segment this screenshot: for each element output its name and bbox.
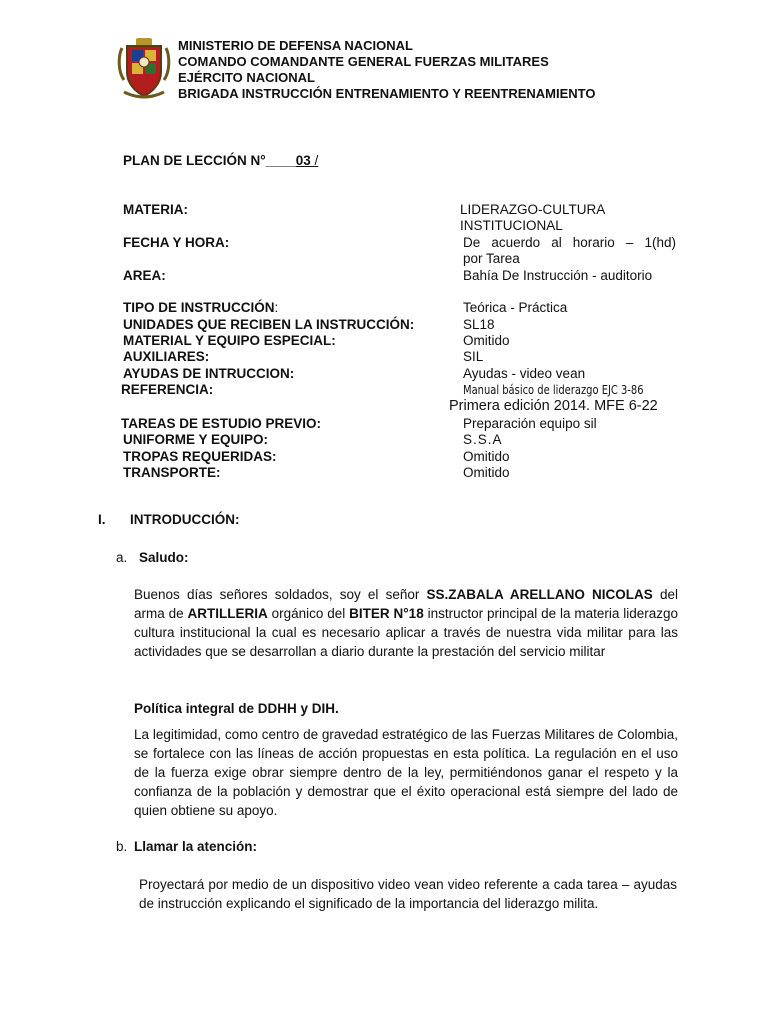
uniforme-value: S.S.A [463, 432, 503, 447]
header-ministerio: MINISTERIO DE DEFENSA NACIONAL [178, 38, 413, 53]
politica-paragraph: La legitimidad, como centro de gravedad estratégico de las Fuerzas Militares de Colombia, se fortalece con las líneas de acción propuestas en esta política. La regulación en el uso de la fuerza exige obrar siempre dentro de la ley, permitiéndonos ganar el respeto y la confianza de la población y demostrar que el éxito operacional está siempre del lado de quien obtiene su apoyo. [134, 727, 678, 818]
auxiliares-label: AUXILIARES: [123, 349, 210, 364]
material-label: MATERIAL Y EQUIPO ESPECIAL: [123, 333, 336, 348]
area-label: AREA: [123, 268, 166, 283]
unidades-label: UNIDADES QUE RECIBEN LA INSTRUCCIÓN: [123, 317, 415, 332]
plan-suffix: / [314, 153, 319, 168]
unidades-value: SL18 [463, 317, 495, 332]
saludo-paragraph [134, 585, 678, 661]
referencia-value-line1: Manual básico de liderazgo EJC 3-86 [463, 383, 644, 397]
fecha-label: FECHA Y HORA: [123, 235, 230, 250]
tipo-label-wrap [123, 300, 278, 315]
unidad-name: BITER N°18 [349, 606, 424, 621]
material-value: Omitido [463, 333, 510, 348]
header-ejercito: EJÉRCITO NACIONAL [178, 70, 315, 85]
instructor-name: SS.ZABALA ARELLANO NICOLAS [426, 587, 653, 602]
area-value: Bahía De Instrucción - auditorio [463, 268, 653, 283]
saludo-text-3: orgánico del [267, 606, 350, 621]
tipo-value: Teórica - Práctica [463, 300, 568, 315]
saludo-text-1: Buenos días señores soldados, soy el señor [134, 587, 427, 602]
auxiliares-value: SIL [463, 349, 484, 364]
materia-label: MATERIA: [123, 202, 188, 217]
materia-value-line1: LIDERAZGO-CULTURA [460, 202, 606, 217]
tropas-label: TROPAS REQUERIDAS: [123, 449, 277, 464]
ayudas-label: AYUDAS DE INTRUCCION: [123, 366, 295, 381]
ayudas-value: Ayudas - video vean [463, 366, 586, 381]
plan-blank: ____ [265, 153, 296, 168]
saludo-title: Saludo: [139, 550, 189, 565]
referencia-value-line2: Primera edición 2014. MFE 6-22 [449, 398, 658, 414]
politica-title: Política integral de DDHH y DIH. [134, 701, 339, 716]
coat-of-arms-logo [116, 36, 172, 102]
fecha-value-line2: por Tarea [463, 251, 520, 266]
referencia-label: REFERENCIA: [121, 382, 214, 397]
saludo-text-2: del arma de [134, 587, 678, 621]
plan-de-leccion [123, 153, 318, 168]
transporte-label: TRANSPORTE: [123, 465, 221, 480]
tropas-value: Omitido [463, 449, 510, 464]
arma-name: ARTILLERIA [187, 606, 268, 621]
tareas-label: TAREAS DE ESTUDIO PREVIO: [121, 416, 322, 431]
saludo-marker: a. [116, 550, 128, 565]
atencion-title: Llamar la atención: [134, 839, 258, 854]
materia-value-line2: INSTITUCIONAL [460, 218, 563, 233]
header-brigada: BRIGADA INSTRUCCIÓN ENTRENAMIENTO Y REENTRENAMIENTO [178, 86, 596, 101]
plan-number: 03 [295, 153, 315, 168]
section-title: INTRODUCCIÓN: [130, 512, 240, 527]
tipo-label: TIPO DE INSTRUCCIÓN [123, 300, 275, 315]
tipo-colon: : [274, 300, 279, 315]
fecha-value-line1: De acuerdo al horario – 1(hd) [463, 235, 676, 250]
transporte-value: Omitido [463, 465, 510, 480]
uniforme-label: UNIFORME Y EQUIPO: [123, 432, 269, 447]
tareas-value: Preparación equipo sil [463, 416, 597, 431]
plan-label: PLAN DE LECCIÓN N° [123, 153, 266, 168]
atencion-marker: b. [116, 839, 128, 854]
saludo-text-4: instructor principal de la materia liderazgo cultura institucional la cual es necesario aplicar a través de nuestra vida militar para las actividades que se desarrollan a diario durante la prestación del servicio militar [134, 606, 679, 659]
header-comando: COMANDO COMANDANTE GENERAL FUERZAS MILITARES [178, 54, 549, 69]
atencion-paragraph: Proyectará por medio de un dispositivo video vean video referente a cada tarea – ayudas de instrucción explicando el significado de la importancia del liderazgo milita. [139, 877, 677, 911]
section-numeral: I. [98, 512, 106, 527]
